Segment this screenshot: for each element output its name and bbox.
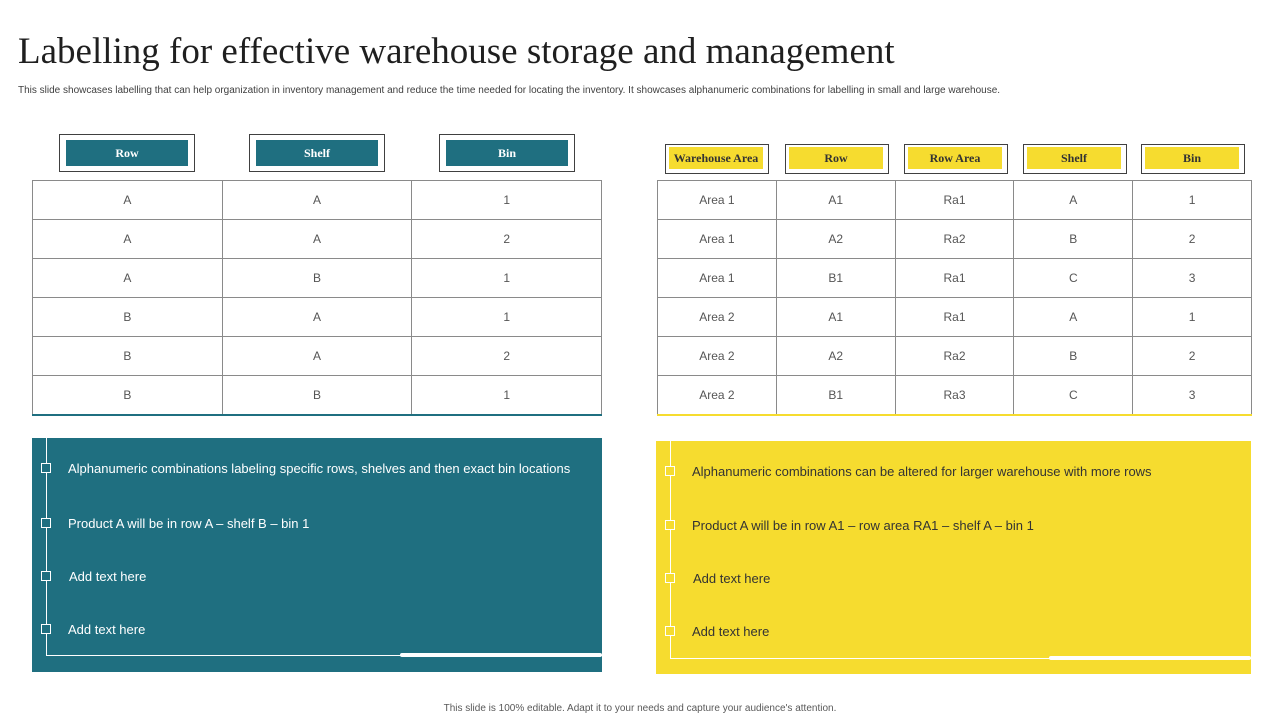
table-cell: B <box>33 376 223 416</box>
table-cell: A <box>222 220 412 259</box>
table-row <box>33 220 602 259</box>
table-row <box>658 376 1252 416</box>
table-cell: Area 1 <box>658 259 777 298</box>
header-label-row-area: Row Area <box>908 147 1002 169</box>
table-row <box>658 298 1252 337</box>
table-cell: Area 1 <box>658 181 777 220</box>
small-warehouse-notes-panel <box>32 438 602 672</box>
table-cell: A <box>1014 298 1133 337</box>
large-warehouse-table <box>657 180 1252 416</box>
header-tab-shelf-large <box>1023 144 1127 174</box>
large-warehouse-notes-panel <box>656 441 1251 674</box>
table-cell: B <box>33 298 223 337</box>
table-cell: Area 2 <box>658 376 777 416</box>
table-cell: C <box>1014 259 1133 298</box>
header-tab-row-area <box>904 144 1008 174</box>
header-label-bin: Bin <box>446 140 568 166</box>
table-row <box>33 181 602 220</box>
accent-bar <box>1049 656 1251 660</box>
table-cell: A <box>222 337 412 376</box>
bullet-box-icon <box>41 624 51 634</box>
table-cell: Ra1 <box>895 181 1014 220</box>
table-cell: B <box>33 337 223 376</box>
bullet-box-icon <box>665 573 675 583</box>
table-cell: A <box>222 298 412 337</box>
table-row <box>33 337 602 376</box>
table-cell: 3 <box>1133 259 1252 298</box>
note-item: Add text here <box>69 569 147 584</box>
table-row <box>658 337 1252 376</box>
table-row <box>33 298 602 337</box>
header-label-row-large: Row <box>789 147 883 169</box>
table-cell: 2 <box>412 337 602 376</box>
table-cell: Area 2 <box>658 298 777 337</box>
note-item: Alphanumeric combinations can be altered for larger warehouse with more rows <box>692 464 1152 479</box>
header-tab-bin-large <box>1141 144 1245 174</box>
header-tab-warehouse-area <box>665 144 769 174</box>
table-row <box>33 259 602 298</box>
table-row <box>658 259 1252 298</box>
table-cell: 2 <box>1133 220 1252 259</box>
table-cell: 2 <box>412 220 602 259</box>
table-cell: B <box>1014 220 1133 259</box>
header-label-warehouse-area: Warehouse Area <box>669 147 763 169</box>
table-cell: Ra1 <box>895 298 1014 337</box>
table-cell: A <box>1014 181 1133 220</box>
small-warehouse-table <box>32 180 602 416</box>
header-tab-bin <box>439 134 575 172</box>
bullet-box-icon <box>665 466 675 476</box>
table-cell: 1 <box>1133 298 1252 337</box>
bullet-box-icon <box>41 571 51 581</box>
header-tab-row-large <box>785 144 889 174</box>
accent-bar <box>400 653 602 657</box>
table-cell: 1 <box>412 376 602 416</box>
table-cell: Area 1 <box>658 220 777 259</box>
table-cell: 2 <box>1133 337 1252 376</box>
table-cell: Area 2 <box>658 337 777 376</box>
footer-note: This slide is 100% editable. Adapt it to your needs and capture your audience's attention. <box>443 703 837 714</box>
page-subtitle: This slide showcases labelling that can help organization in inventory management and reduce the time needed for locating the inventory. It showcases alphanumeric combinations for labelling in small and large warehouse. <box>18 85 1001 96</box>
table-row <box>658 220 1252 259</box>
bullet-box-icon <box>665 520 675 530</box>
table-cell: Ra1 <box>895 259 1014 298</box>
table-cell: C <box>1014 376 1133 416</box>
table-cell: B <box>222 259 412 298</box>
bullet-box-icon <box>41 518 51 528</box>
note-item: Add text here <box>692 624 770 639</box>
table-cell: 1 <box>412 259 602 298</box>
note-item: Alphanumeric combinations labeling specific rows, shelves and then exact bin locations <box>68 461 571 476</box>
table-cell: B1 <box>776 259 895 298</box>
table-row <box>33 376 602 416</box>
table-cell: A <box>33 259 223 298</box>
header-tab-shelf <box>249 134 385 172</box>
table-cell: A1 <box>776 298 895 337</box>
note-item: Add text here <box>68 622 146 637</box>
note-item: Product A will be in row A – shelf B – bin 1 <box>68 516 310 531</box>
note-item: Add text here <box>693 571 771 586</box>
table-cell: A1 <box>776 181 895 220</box>
header-label-shelf-large: Shelf <box>1027 147 1121 169</box>
table-cell: A <box>33 181 223 220</box>
table-cell: 1 <box>412 181 602 220</box>
header-tab-row <box>59 134 195 172</box>
header-label-bin-large: Bin <box>1145 147 1239 169</box>
table-cell: B1 <box>776 376 895 416</box>
table-cell: B <box>222 376 412 416</box>
table-cell: B <box>1014 337 1133 376</box>
table-row <box>658 181 1252 220</box>
table-cell: A <box>33 220 223 259</box>
page-title: Labelling for effective warehouse storage and management <box>18 31 895 72</box>
bullet-box-icon <box>665 626 675 636</box>
table-cell: 1 <box>412 298 602 337</box>
bullet-box-icon <box>41 463 51 473</box>
table-cell: A2 <box>776 220 895 259</box>
table-cell: Ra3 <box>895 376 1014 416</box>
table-cell: 1 <box>1133 181 1252 220</box>
table-cell: Ra2 <box>895 220 1014 259</box>
header-label-row: Row <box>66 140 188 166</box>
note-item: Product A will be in row A1 – row area RA1 – shelf A – bin 1 <box>692 518 1034 533</box>
table-cell: 3 <box>1133 376 1252 416</box>
table-cell: Ra2 <box>895 337 1014 376</box>
table-cell: A2 <box>776 337 895 376</box>
header-label-shelf: Shelf <box>256 140 378 166</box>
table-cell: A <box>222 181 412 220</box>
